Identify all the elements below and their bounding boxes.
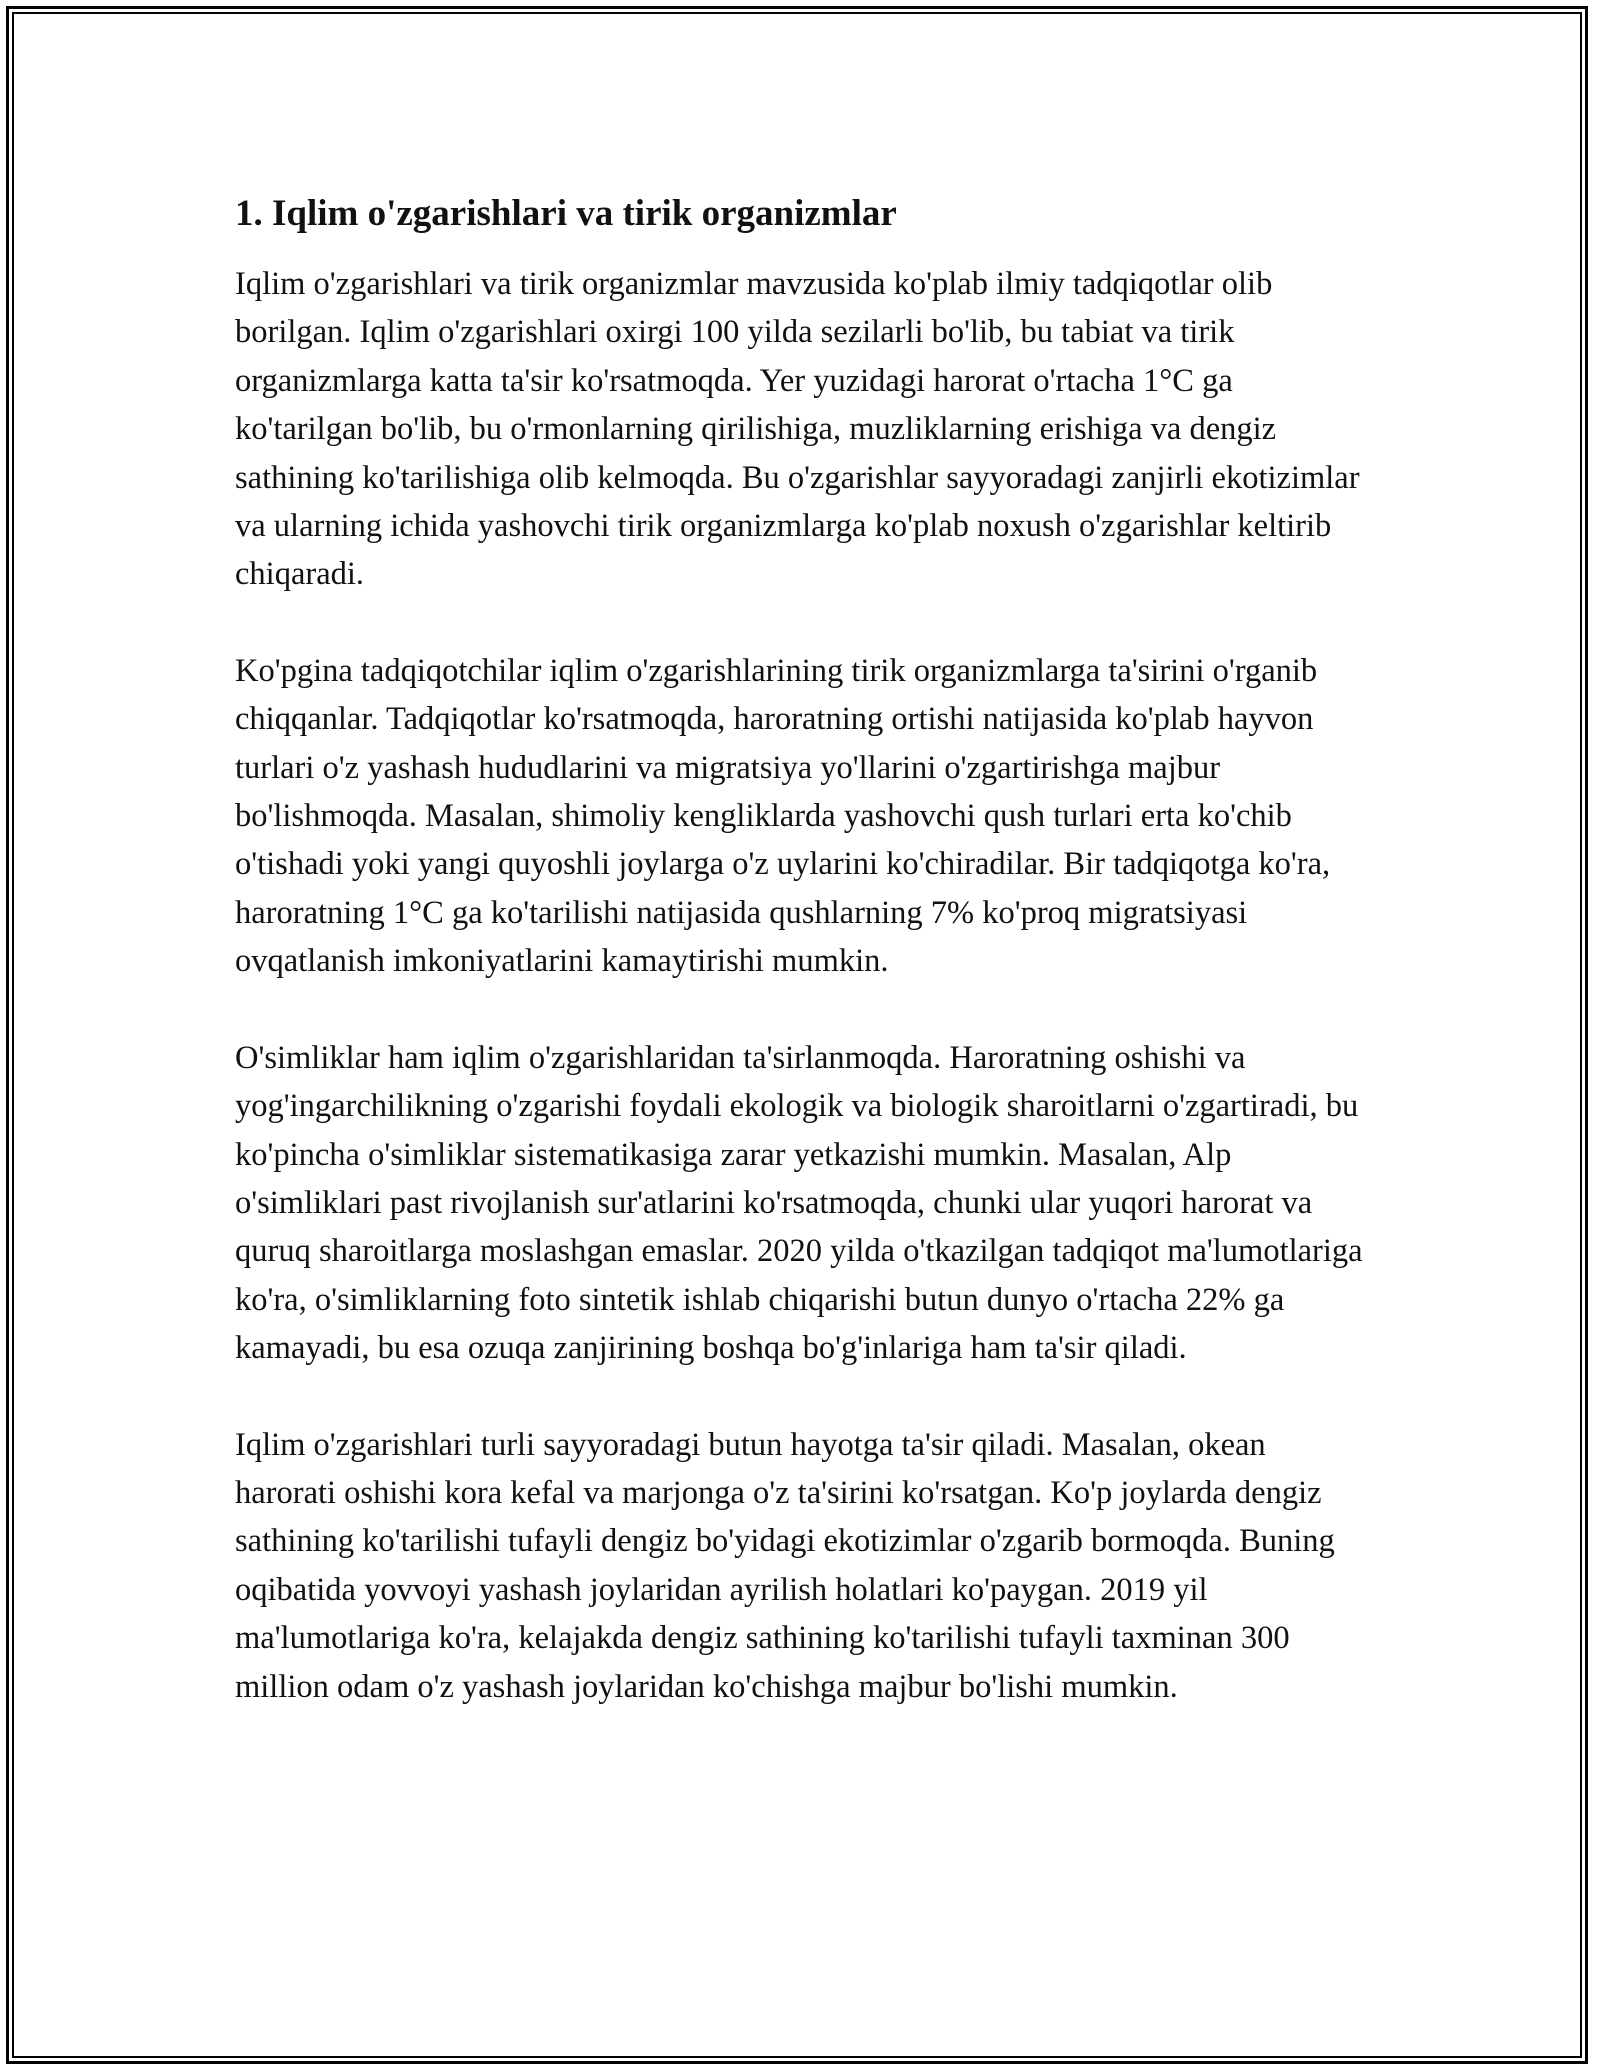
paragraph-1: Iqlim o'zgarishlari va tirik organizmlar mavzusida ko'plab ilmiy tadqiqotlar olib borilgan. Iqlim o'zgarishlari oxirgi 100 yilda sezilarli bo'lib, bu tabiat va tirik organizmlarga katta ta'sir ko'rsatmoqda. Yer yuzidagi harorat o'rtacha 1°C ga ko'tarilgan bo'lib, bu o'rmonlarning qirilishiga, muzliklarning erishiga va dengiz sathining ko'tarilishiga olib kelmoqda. Bu o'zgarishlar sayyoradagi zanjirli ekotizimlar va ularning ichida yashovchi tirik organizmlarga ko'plab noxush o'zgarishlar keltirib chiqaradi.: [235, 266, 1360, 593]
document-body: [235, 188, 1370, 1759]
paragraph-3: O'simliklar ham iqlim o'zgarishlaridan ta'sirlanmoqda. Haroratning oshishi va yog'ingarchilikning o'zgarishi foydali ekologik va biologik sharoitlarni o'zgartiradi, bu ko'pincha o'simliklar sistematikasiga zarar yetkazishi mumkin. Masalan, Alp o'simliklari past rivojlanish sur'atlarini ko'rsatmoqda, chunki ular yuqori harorat va quruq sharoitlarga moslashgan emaslar. 2020 yilda o'tkazilgan tadqiqot ma'lumotlariga ko'ra, o'simliklarning foto sintetik ishlab chiqarishi butun dunyo o'rtacha 22% ga kamayadi, bu esa ozuqa zanjirining boshqa bo'g'inlariga ham ta'sir qiladi.: [235, 1039, 1363, 1367]
section-title: 1. Iqlim o'zgarishlari va tirik organizmlar: [235, 193, 897, 234]
paragraph-4: Iqlim o'zgarishlari turli sayyoradagi butun hayotga ta'sir qiladi. Masalan, okean harorati oshishi kora kefal va marjonga o'z ta'sirini ko'rsatgan. Ko'p joylarda dengiz sathining ko'tarilishi tufayli dengiz bo'yidagi ekotizimlar o'zgarib bormoqda. Buning oqibatida yovvoyi yashash joylaridan ayrilish holatlari ko'paygan. 2019 yil ma'lumotlariga ko'ra, kelajakda dengiz sathining ko'tarilishi tufayli taxminan 300 million odam o'z yashash joylaridan ko'chishga majbur bo'lishi mumkin.: [235, 1426, 1335, 1705]
paragraph-2: Ko'pgina tadqiqotchilar iqlim o'zgarishlarining tirik organizmlarga ta'sirini o'rganib chiqqanlar. Tadqiqotlar ko'rsatmoqda, haroratning ortishi natijasida ko'plab hayvon turlari o'z yashash hududlarini va migratsiya yo'llarini o'zgartirishga majbur bo'lishmoqda. Masalan, shimoliy kengliklarda yashovchi qush turlari erta ko'chib o'tishadi yoki yangi quyoshli joylarga o'z uylarini ko'chiradilar. Bir tadqiqotga ko'ra, haroratning 1°C ga ko'tarilishi natijasida qushlarning 7% ko'proq migratsiyasi ovqatlanish imkoniyatlarini kamaytirishi mumkin.: [235, 652, 1331, 980]
